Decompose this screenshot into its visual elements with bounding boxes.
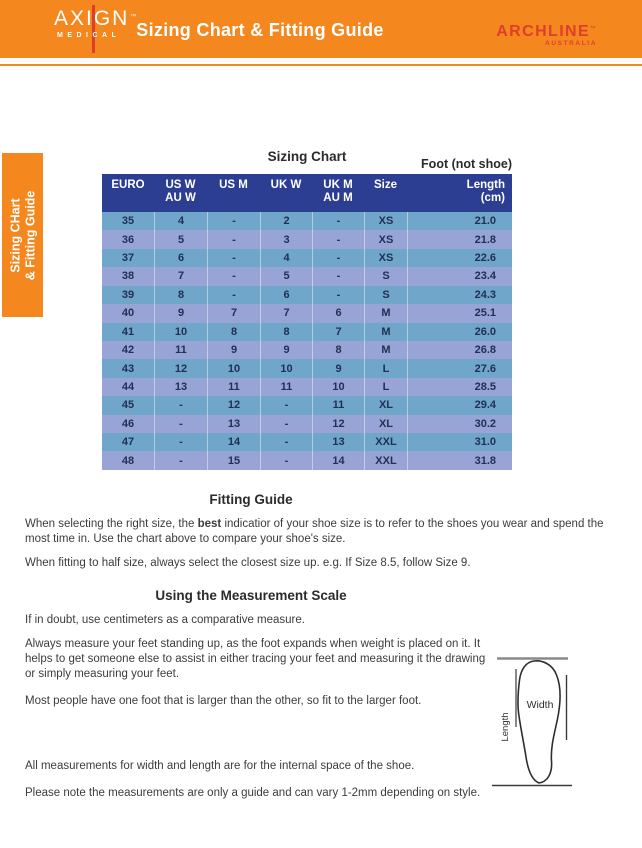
table-cell: -	[312, 212, 364, 230]
table-cell: -	[312, 230, 364, 248]
p1-text-before: When selecting the right size, the	[25, 518, 198, 530]
table-cell: -	[260, 433, 312, 451]
table-cell: 13	[154, 378, 207, 396]
table-cell: 24.3	[407, 286, 512, 304]
table-body	[102, 212, 512, 470]
table-cell: 47	[121, 436, 135, 449]
table-cell: 12	[207, 396, 260, 414]
measurement-scale-heading: Using the Measurement Scale	[155, 588, 347, 603]
table-cell: 10	[312, 378, 364, 396]
table-cell: 15	[207, 451, 260, 469]
axign-logo	[54, 8, 137, 39]
archline-wordmark	[496, 24, 597, 40]
table-cell: L	[364, 378, 407, 396]
side-tab-line1: Sizing CHart	[7, 197, 22, 273]
table-row	[102, 323, 512, 341]
table-cell: 8	[207, 323, 260, 341]
table-cell: -	[154, 396, 207, 414]
table-row	[102, 304, 512, 322]
table-cell: 11	[154, 341, 207, 359]
table-cell: 12	[154, 359, 207, 377]
table-row	[102, 378, 512, 396]
table-cell: 26.8	[407, 341, 512, 359]
table-cell: 2	[260, 212, 312, 230]
side-tab-line2: & Fitting Guide	[22, 190, 37, 280]
table-row	[102, 249, 512, 267]
table-cell: 13	[207, 415, 260, 433]
table-cell: 39	[121, 288, 135, 301]
archline-name: ARCHLINE	[496, 23, 591, 40]
table-cell: 8	[154, 286, 207, 304]
table-cell: 10	[260, 359, 312, 377]
table-cell: -	[260, 415, 312, 433]
table-cell: L	[364, 359, 407, 377]
table-cell: 46	[121, 417, 135, 430]
table-cell: 35	[121, 215, 135, 228]
table-row	[102, 359, 512, 377]
width-label: Width	[526, 699, 554, 711]
length-label: Length	[500, 712, 511, 742]
column-header: US W AU W	[165, 179, 196, 204]
table-cell: 9	[312, 359, 364, 377]
table-cell: -	[207, 249, 260, 267]
table-cell: 37	[121, 252, 135, 265]
table-cell: 42	[121, 344, 135, 357]
table-header-row	[102, 174, 512, 212]
table-cell: 7	[260, 304, 312, 322]
table-cell: M	[364, 341, 407, 359]
header-banner	[0, 0, 642, 58]
table-cell: 11	[312, 396, 364, 414]
table-cell: 41	[121, 325, 135, 338]
table-cell: 9	[260, 341, 312, 359]
table-cell: 30.2	[407, 415, 512, 433]
table-cell: S	[364, 267, 407, 285]
table-row	[102, 396, 512, 414]
table-cell: -	[207, 267, 260, 285]
table-cell: 31.0	[407, 433, 512, 451]
table-cell: 29.4	[407, 396, 512, 414]
side-tab	[2, 153, 43, 317]
side-tab-label	[2, 153, 43, 317]
table-cell: 8	[260, 323, 312, 341]
column-header: UK M AU M	[323, 179, 353, 204]
sizing-chart-title: Sizing Chart	[267, 149, 347, 164]
foot-not-shoe-label: Foot (not shoe)	[421, 157, 512, 171]
table-cell: 7	[312, 323, 364, 341]
table-cell: 44	[121, 381, 135, 393]
table-cell: 38	[121, 270, 135, 283]
table-cell: 43	[121, 362, 135, 375]
foot-measurement-diagram	[485, 648, 625, 796]
page-title: Sizing Chart & Fitting Guide	[136, 20, 384, 40]
table-cell: -	[154, 451, 207, 469]
table-cell: XL	[364, 396, 407, 414]
table-cell: 11	[207, 378, 260, 396]
table-cell: 26.0	[407, 323, 512, 341]
table-row	[102, 341, 512, 359]
archline-logo	[496, 24, 597, 47]
table-cell: 40	[121, 307, 135, 320]
table-cell: XL	[364, 415, 407, 433]
table-cell: 4	[260, 249, 312, 267]
column-header: Size	[373, 179, 397, 191]
foot-outline	[518, 661, 560, 783]
table-cell: 14	[312, 451, 364, 469]
table-cell: M	[364, 323, 407, 341]
table-cell: XS	[364, 212, 407, 230]
table-cell: 3	[260, 230, 312, 248]
table-cell: 12	[312, 415, 364, 433]
table-cell: 23.4	[407, 267, 512, 285]
measurement-paragraph-3: Most people have one foot that is larger than the other, so fit to the larger foot.	[25, 695, 422, 707]
table-cell: 7	[207, 304, 260, 322]
column-header: EURO	[111, 179, 145, 191]
table-cell: -	[260, 451, 312, 469]
table-cell: -	[312, 286, 364, 304]
table-cell: 6	[154, 249, 207, 267]
table-cell: 9	[154, 304, 207, 322]
table-row	[102, 415, 512, 433]
p1-bold-word: best	[197, 518, 222, 530]
table-cell: 36	[121, 233, 135, 246]
table-row	[102, 212, 512, 230]
archline-subtitle: AUSTRALIA	[545, 40, 597, 47]
table-cell: 4	[154, 212, 207, 230]
table-row	[102, 230, 512, 248]
table-row	[102, 433, 512, 451]
table-cell: -	[154, 433, 207, 451]
table-cell: 27.6	[407, 359, 512, 377]
table-cell: 25.1	[407, 304, 512, 322]
table-row	[102, 451, 512, 469]
table-cell: S	[364, 286, 407, 304]
table-cell: -	[207, 230, 260, 248]
fitting-guide-paragraph-2: When fitting to half size, always select the closest size up. e.g. If Size 8.5, follow Size 9.	[25, 557, 471, 569]
table-cell: 48	[121, 454, 135, 467]
measurement-paragraph-2: Always measure your feet standing up, as the foot expands when weight is placed on it. It helps to get someone else to assist in either tracing your feet and measuring it the drawing or simply measuring your feet.	[25, 638, 486, 680]
table-cell: 11	[260, 378, 312, 396]
table-cell: -	[260, 396, 312, 414]
column-header: Length (cm)	[466, 179, 505, 204]
table-cell: -	[312, 267, 364, 285]
table-cell: -	[207, 286, 260, 304]
sizing-table	[102, 174, 512, 470]
table-cell: 10	[207, 359, 260, 377]
table-cell: 9	[207, 341, 260, 359]
table-cell: 8	[312, 341, 364, 359]
fitting-guide-paragraph-1	[25, 517, 626, 547]
measurement-paragraph-1: If in doubt, use centimeters as a comparative measure.	[25, 614, 305, 626]
trademark-symbol: ™	[590, 26, 597, 32]
table-row	[102, 286, 512, 304]
table-cell: 6	[260, 286, 312, 304]
table-cell: -	[154, 415, 207, 433]
p1-text-after: indicatior of your shoe size is to refer to the shoes you wear and spend the most time in. Use the chart above to compare your shoe's size.	[25, 518, 604, 545]
table-cell: 6	[312, 304, 364, 322]
table-cell: XXL	[364, 433, 407, 451]
fitting-guide-heading: Fitting Guide	[209, 492, 293, 507]
axign-name: AXIGN	[54, 7, 130, 30]
table-cell: 21.0	[407, 212, 512, 230]
table-cell: 21.8	[407, 230, 512, 248]
column-header: UK W	[270, 179, 302, 191]
table-cell: XS	[364, 230, 407, 248]
table-cell: XXL	[364, 451, 407, 469]
header-divider	[0, 64, 642, 66]
table-cell: 13	[312, 433, 364, 451]
trademark-symbol: ™	[130, 14, 139, 20]
column-header: US M	[219, 179, 248, 191]
table-cell: 14	[207, 433, 260, 451]
table-cell: 28.5	[407, 378, 512, 396]
table-cell: 31.8	[407, 451, 512, 469]
table-cell: M	[364, 304, 407, 322]
axign-subtitle: MEDICAL	[57, 32, 121, 39]
table-cell: XS	[364, 249, 407, 267]
measurement-paragraph-5: Please note the measurements are only a guide and can vary 1-2mm depending on style.	[25, 787, 481, 799]
measurement-paragraph-4: All measurements for width and length are for the internal space of the shoe.	[25, 760, 415, 772]
table-cell: 22.6	[407, 249, 512, 267]
table-cell: 5	[260, 267, 312, 285]
table-cell: 7	[154, 267, 207, 285]
table-cell: 5	[154, 230, 207, 248]
table-row	[102, 267, 512, 285]
axign-wordmark	[54, 8, 137, 30]
table-cell: -	[312, 249, 364, 267]
table-cell: -	[207, 212, 260, 230]
table-cell: 10	[154, 323, 207, 341]
table-cell: 45	[121, 399, 135, 412]
